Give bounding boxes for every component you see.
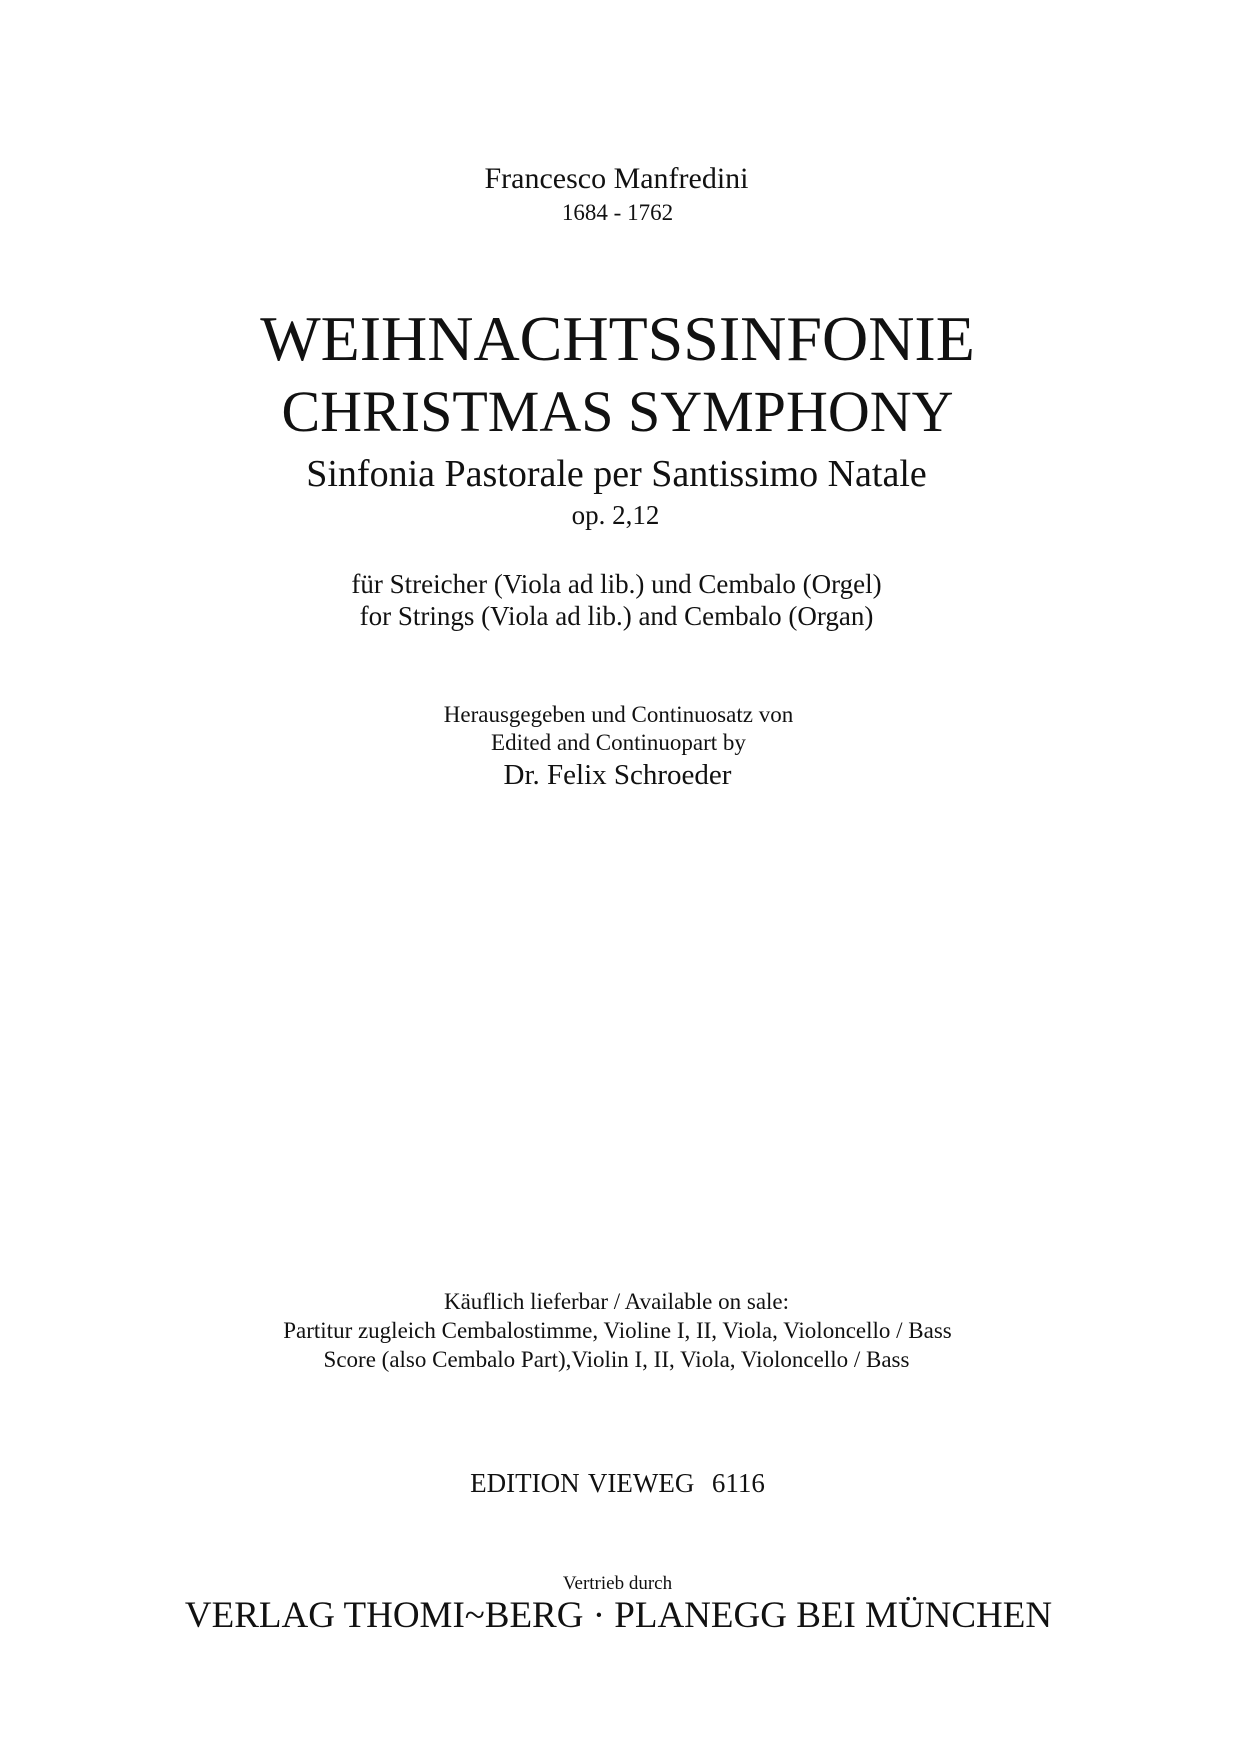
composer-name: Francesco Manfredini <box>484 162 749 195</box>
instrumentation-german: für Streicher (Viola ad lib.) und Cembalo (Orgel) <box>351 569 882 599</box>
availability-parts-german: Partitur zugleich Cembalostimme, Violine I, II, Viola, Violoncello / Bass <box>283 1318 952 1343</box>
edition-number: EDITION VIEWEG 6116 <box>470 1468 765 1498</box>
editor-name: Dr. Felix Schroeder <box>503 759 732 791</box>
editor-label-german: Herausgegeben und Continuosatz von <box>443 702 794 727</box>
editor-label-english: Edited and Continuopart by <box>491 730 746 755</box>
title-italian: Sinfonia Pastorale per Santissimo Natale <box>306 453 927 495</box>
availability-parts-english: Score (also Cembalo Part),Violin I, II, Viola, Violoncello / Bass <box>323 1347 910 1372</box>
opus-number: op. 2,12 <box>571 500 660 530</box>
instrumentation-english: for Strings (Viola ad lib.) and Cembalo (Organ) <box>359 601 874 631</box>
distribution-label: Vertrieb durch <box>562 1573 673 1594</box>
availability-heading: Käuflich lieferbar / Available on sale: <box>443 1289 790 1314</box>
title-german: WEIHNACHTSSINFONIE <box>260 303 975 374</box>
title-english: CHRISTMAS SYMPHONY <box>281 379 954 444</box>
publisher-name: VERLAG THOMI~BERG · PLANEGG BEI MÜNCHEN <box>184 1595 1053 1636</box>
composer-dates: 1684 - 1762 <box>561 200 674 225</box>
